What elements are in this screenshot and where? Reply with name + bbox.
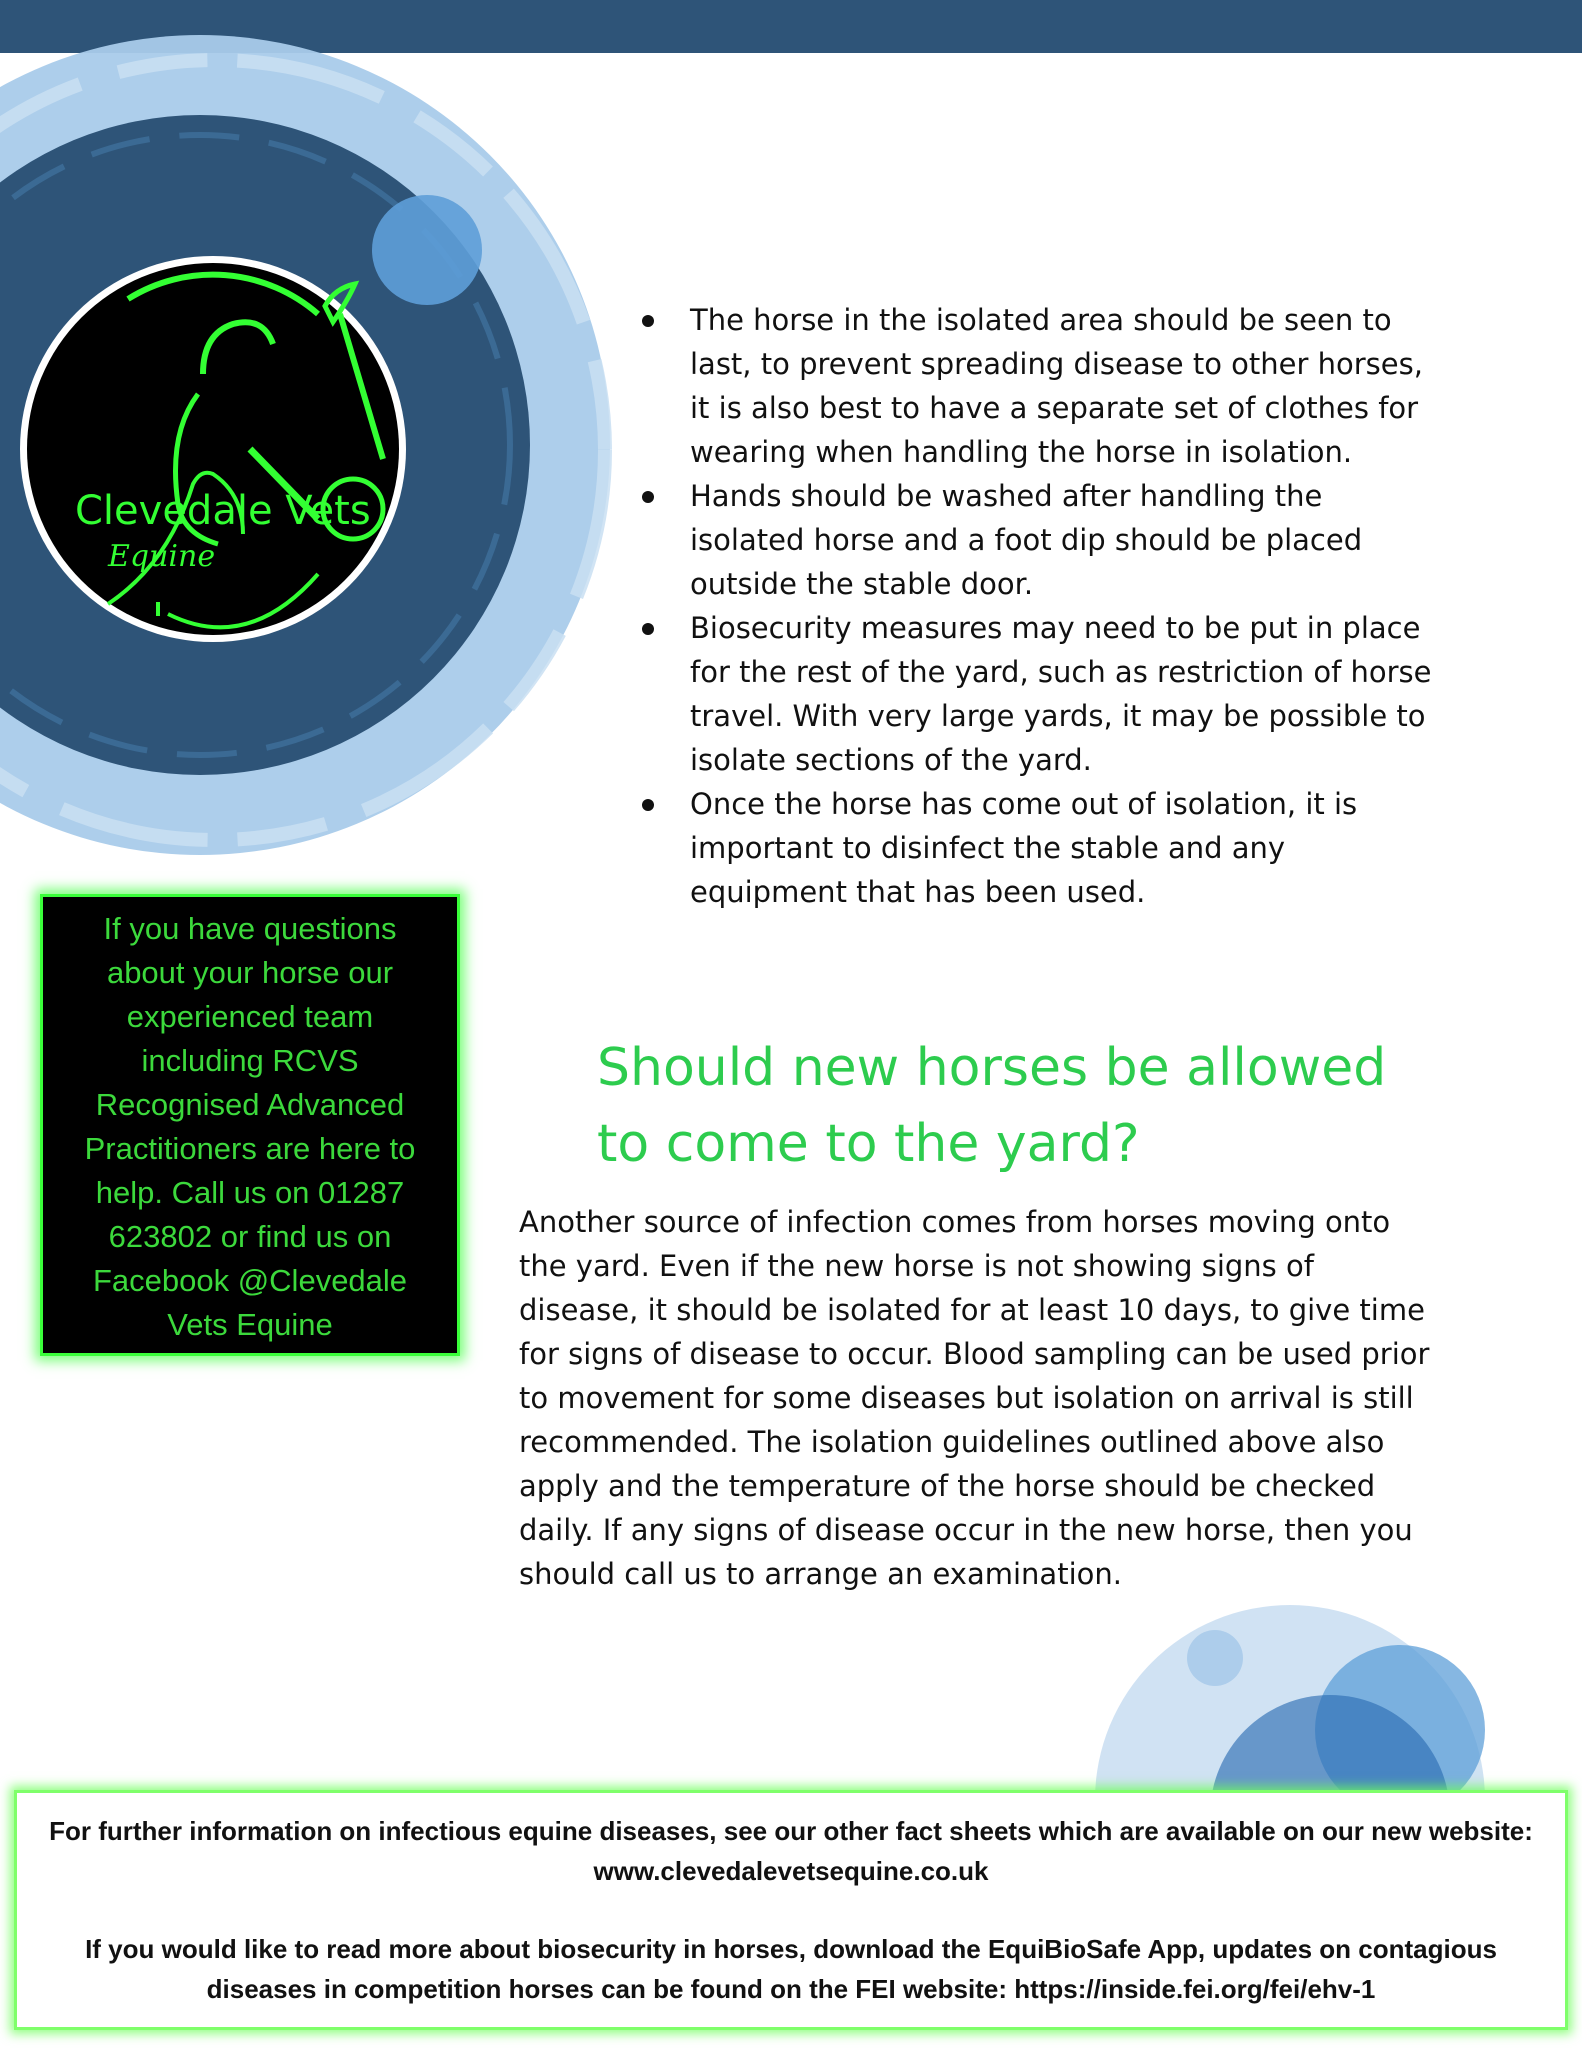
list-item	[640, 298, 1440, 474]
section-body: Another source of infection comes from horses moving onto the yard. Even if the new horse is not showing signs of disease, it should be isolated for at least 10 days, to give time for signs of disease to occur. Blood sampling can be used prior to movement for some diseases but isolation on arrival is still recommended. The isolation guidelines outlined above also apply and the temperature of the horse should be checked daily. If any signs of disease occur in the new horse, then you should call us to arrange an examination.	[519, 1205, 1430, 1591]
footer-website-link[interactable]: www.clevedalevetsequine.co.uk	[593, 1856, 989, 1886]
list-item-text: The horse in the isolated area should be seen to last, to prevent spreading disease to other horses, it is also best to have a separate set of clothes for wearing when handling the horse in isolation.	[690, 303, 1423, 469]
section-heading: Should new horses be allowed to come to the yard?	[597, 1038, 1387, 1174]
footer-info-box	[14, 1790, 1568, 2030]
list-item-text: Biosecurity measures may need to be put in place for the rest of the yard, such as restriction of horse travel. With very large yards, it may be possible to isolate sections of the yard.	[690, 611, 1432, 777]
list-item	[640, 782, 1440, 914]
logo-name: Clevedale Vets	[75, 488, 371, 534]
list-item-text: Hands should be washed after handling the isolated horse and a foot dip should be placed outside the stable door.	[690, 479, 1363, 601]
list-item-text: Once the horse has come out of isolation, it is important to disinfect the stable and any equipment that has been used.	[690, 787, 1358, 909]
footer-line-biosecurity-info: If you would like to read more about biosecurity in horses, download the EquiBioSafe App, updates on contagious diseases in competition horses can be found on the FEI website: https://inside.fei.org/fei/ehv-1	[85, 1934, 1497, 2004]
clevedale-vets-logo	[18, 254, 408, 644]
footer-line-website-info: For further information on infectious equine diseases, see our other fact sheets which are available on our new website:	[49, 1816, 1533, 1846]
help-box-text: If you have questions about your horse our experienced team including RCVS Recognised Advanced Practitioners are here to help. Call us on 01287 623802 or find us on Facebook @Clevedale Vets Equine	[84, 911, 416, 1342]
list-item	[640, 474, 1440, 606]
bullet-icon	[642, 623, 654, 635]
decorative-circles-bottom	[1000, 1600, 1582, 1800]
logo-sub: Equine	[108, 539, 216, 574]
isolation-bullet-list	[640, 298, 1440, 914]
bullet-icon	[642, 491, 654, 503]
help-box	[40, 894, 460, 1356]
bullet-icon	[642, 315, 654, 327]
bullet-icon	[642, 799, 654, 811]
list-item	[640, 606, 1440, 782]
